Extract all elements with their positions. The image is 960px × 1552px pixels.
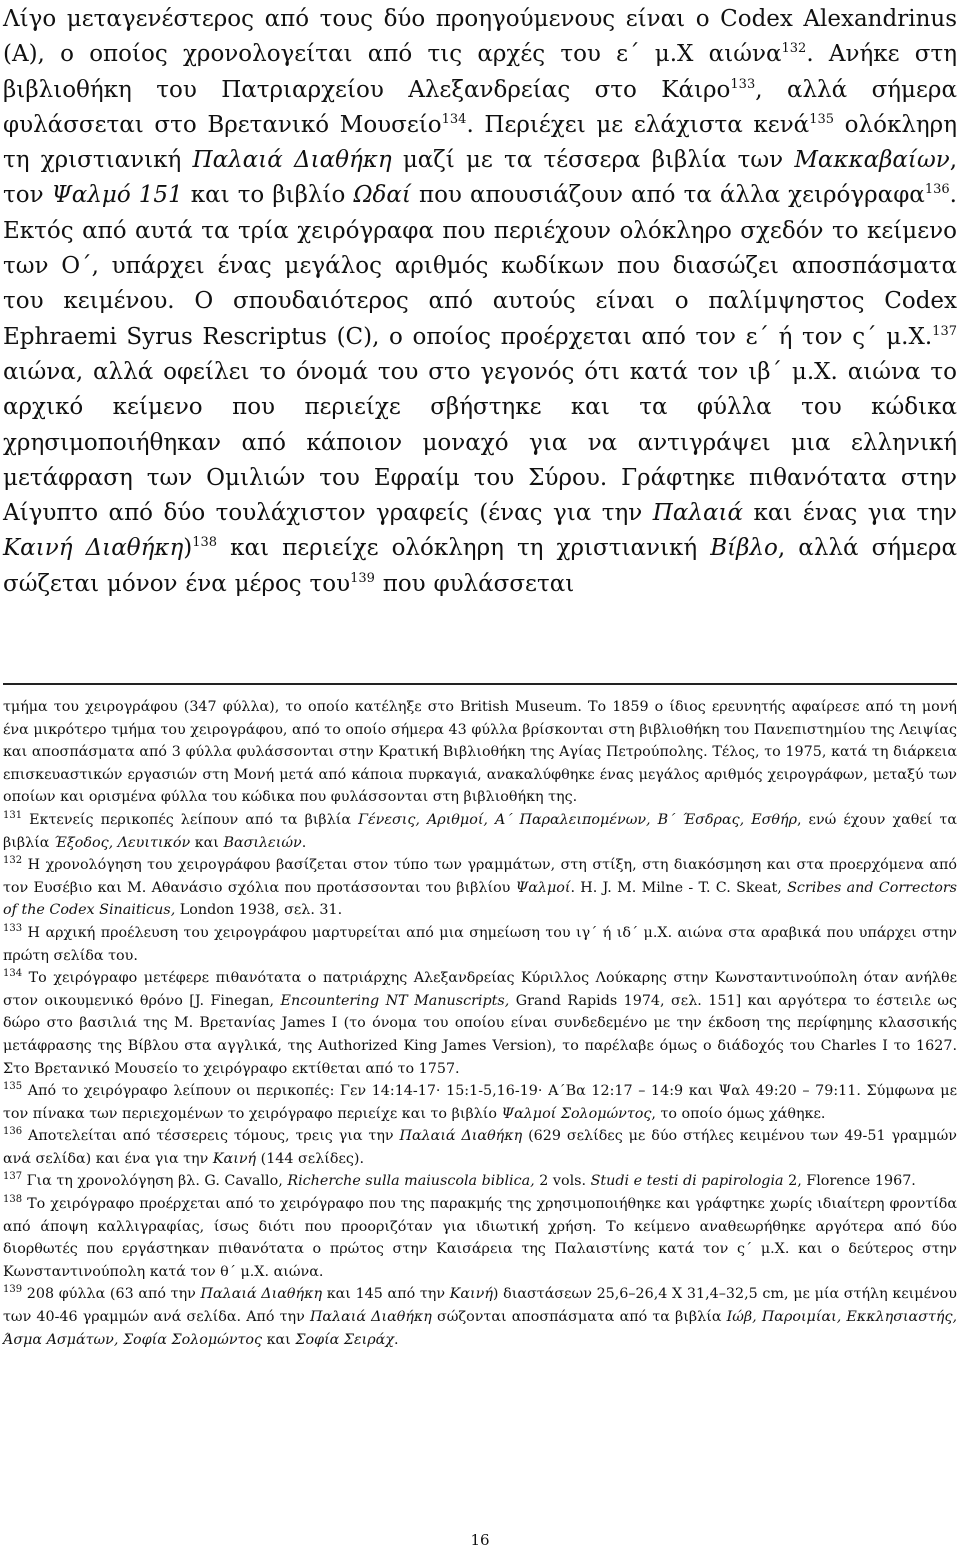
footnote-ref: 137	[932, 323, 957, 339]
footnote-number: 133	[3, 922, 23, 934]
italic-term: Παλαιά Διαθήκη	[192, 147, 392, 174]
italic-term: Ψαλμό 151	[51, 182, 183, 209]
italic-term: Ωδαί	[353, 182, 411, 209]
body-paragraph: Λίγο μεταγενέστερος από τους δύο προηγούμενους είναι ο Codex Alexandrinus (A), ο οποίος χρονολογείται από τις αρχές του ε΄ μ.Χ αιώνα$^{132}$. Ανήκε στη βιβλιοθήκη του Πατριαρχείου Αλεξανδρείας στο Κάιρο$^{133}$, αλλά σήμερα φυλάσσεται στο Βρετανικό Μουσείο$^{134}$. Περιέχει με ελάχιστα κενά$^{135}$ ολόκληρη τη χριστιανική Παλαιά Διαθήκη μαζί με τα τέσσερα βιβλία των Μακκαβαίων, τον Ψαλμό 151 και το βιβλίο Ωδαί που απουσιάζουν από τα άλλα χειρόγραφα$^{136}$. Εκτός από αυτά τα τρία χειρόγραφα που περιέχουν ολόκληρο σχεδόν το κείμενο των Ο΄, υπάρχει ένας μεγάλος αριθμός κωδίκων που διασώζει αποσπάσματα του κειμένου. Ο σπουδαιότερος από αυτούς είναι ο παλίμψηστος Codex Ephraemi Syrus Rescriptus (C), ο οποίος προέρχεται από τον ε΄ ή τον ς΄ μ.Χ.$^{137}$ αιώνα, αλλά οφείλει το όνομά του στο γεγονός ότι κατά τον ιβ΄ μ.Χ. αιώνα το αρχικό κείμενο που περιείχε σβήστηκε και τα φύλλα του κώδικα χρησιμοποιήθηκαν από κάποιον μοναχό για να αντιγράψει μια ελληνική μετάφραση των Ομιλιών του Εφραίμ του Σύρου. Γράφτηκε πιθανότατα στην Αίγυπτο από δύο τουλάχιστον γραφείς (ένας για την Παλαιά και ένας για την Καινή Διαθήκη)$^{138}$ και περιείχε ολόκληρη τη χριστιανική Βίβλο, αλλά σήμερα σώζεται μόνον ένα μέρος του$^{139}$ που φυλάσσεται	[3, 6, 958, 597]
page-number: 16	[470, 1531, 490, 1549]
footnote-136: $^{136}$ Αποτελείται από τέσσερεις τόμους, τρεις για την Παλαιά Διαθήκη (629 σελίδες με δύο στήλες κειμένου των 49-51 γραμμών ανά σελίδα) και ένα για την Καινή (144 σελίδες).	[3, 1126, 957, 1167]
italic-term: Παλαιά	[652, 500, 744, 527]
main-text	[3, 2, 957, 602]
footnote-number: 139	[3, 1284, 23, 1296]
footnote-divider	[3, 683, 957, 685]
footnote-ref: 138	[192, 535, 218, 551]
footnote-number: 134	[3, 968, 23, 980]
footnote-ref: 134	[441, 111, 467, 127]
footnote-139: $^{139}$ 208 φύλλα (63 από την Παλαιά Διαθήκη και 145 από την Καινή) διαστάσεων 25,6–26,4 Χ 31,4–32,5 cm, με μία στήλη κειμένου των 40-46 γραμμών ανά σελίδα. Από την Παλαιά Διαθήκη σώζονται αποσπάσματα από τα βιβλία Ιώβ, Παροιμίαι, Εκκλησιαστής, Άσμα Ασμάτων, Σοφία Σολομώντος και Σοφία Σειράχ.	[3, 1284, 957, 1348]
footnote-number: 138	[3, 1194, 23, 1206]
footnote-number: 136	[3, 1126, 23, 1138]
italic-term: Καινή Διαθήκη	[3, 535, 184, 562]
footnote-133: $^{133}$ Η αρχική προέλευση του χειρογράφου μαρτυρείται από μια σημείωση του ιγ΄ ή ιδ΄ μ.Χ. αιώνα στα αραβικά που υπάρχει στην πρώτη σελίδα του.	[3, 922, 957, 964]
footnote-ref: 139	[350, 570, 375, 586]
footnote-number: 135	[3, 1081, 23, 1093]
footnote-132: $^{132}$ Η χρονολόγηση του χειρογράφου βασίζεται στον τύπο των γραμμάτων, στη στίξη, στη διακόσμηση και στα προερχόμενα από τον Ευσέβιο και Μ. Αθανάσιο σχόλια που προτάσσονται του βιβλίου Ψαλμοί. H. J. M. Milne - T. C. Skeat, Scribes and Correctors of the Codex Sinaiticus, London 1938, σελ. 31.	[3, 855, 957, 919]
footnotes	[3, 696, 957, 1351]
footnote-number: 137	[3, 1171, 23, 1183]
footnote-number: 131	[3, 809, 23, 821]
footnote-continuation: τμήμα του χειρογράφου (347 φύλλα), το οποίο κατέληξε στο British Museum. Το 1859 ο ίδιος ερευνητής αφαίρεσε από τη μονή ένα μικρότερο τμήμα του χειρογράφου, από το οποίο σήμερα 43 φύλλα βρίσκονται στη βιβλιοθήκη του Πανεπιστημίου της Λειψίας και αποσπάσματα από 3 φύλλα φυλάσσονται στην Κρατική Βιβλιοθήκη της Αγίας Πετρούπολης. Τέλος, το 1975, κατά τη διάρκεια επισκευαστικών εργασιών στη Μονή μετά από κάποια πυρκαγιά, ανακαλύφθηκε ένας μεγάλος αριθμός χειρογράφων, μεταξύ των οποίων και ορισμένα φύλλα του κώδικα που φυλάσσονται στη βιβλιοθήκη της.	[3, 699, 957, 806]
footnote-ref: 132	[781, 41, 807, 57]
footnote-134: $^{134}$ Το χειρόγραφο μετέφερε πιθανότατα ο πατριάρχης Αλεξανδρείας Κύριλλος Λούκαρης στην Κωνσταντινούπολη όταν ανήλθε στον οικουμενικό θρόνο [J. Finegan, Encountering NT Manuscripts, Grand Rapids 1974, σελ. 151] και αργότερα το έστειλε ως δώρο στο βασιλιά της Μ. Βρετανίας James I (το όνομα του οποίου είναι συνδεδεμένο με την έκδοση της περίφημης κλασσικής μετάφρασης της Βίβλου στα αγγλικά, της Authorized King James Version), το παρέλαβε όμως ο διάδοχός του Charles I το 1627. Στο Βρετανικό Μουσείο το χειρόγραφο εκτίθεται από το 1757.	[3, 968, 957, 1077]
footnote-ref: 135	[809, 111, 835, 127]
italic-term: Βίβλο	[710, 535, 778, 562]
italic-term: Μακκαβαίων	[794, 147, 950, 174]
footnote-135: $^{135}$ Από το χειρόγραφο λείπουν οι περικοπές: Γεν 14:14-17· 15:1-5,16-19· Α΄Βα 12:17 – 14:9 και Ψαλ 49:20 – 79:11. Σύμφωνα με τον πίνακα των περιεχομένων το χειρόγραφο περιείχε και το βιβλίο Ψαλμοί Σολομώντος, το οποίο όμως χάθηκε.	[3, 1081, 957, 1122]
footnote-131: $^{131}$ Εκτενείς περικοπές λείπουν από τα βιβλία Γένεσις, Αριθμοί, Α΄ Παραλειπομένων, Β΄ Έσδρας, Εσθήρ, ενώ έχουν χαθεί τα βιβλία Έξοδος, Λευιτικόν και Βασιλειών.	[3, 809, 957, 851]
footnote-ref: 133	[730, 76, 756, 92]
footnote-ref: 136	[924, 182, 950, 198]
footnote-137: $^{137}$ Για τη χρονολόγηση βλ. G. Cavallo, Richerche sulla maiuscola biblica, 2 vols. Studi e testi di papirologia 2, Florence 1967.	[3, 1171, 916, 1190]
footnote-138: $^{138}$ Το χειρόγραφο προέρχεται από το χειρόγραφο που της παρακμής της χρησιμοποιήθηκε και γράφτηκε χωρίς ιδιαίτερη φροντίδα από άποψη καλλιγραφίας, ίσως διότι που προοριζόταν για ιδιωτική χρήση. Το κείμενο αναθεωρήθηκε αργότερα από δύο διορθωτές που εργάστηκαν πιθανότατα ο πρώτος στην Καισάρεια της Παλαιστίνης κατά τον ς΄ μ.Χ. και ο δεύτερος στην Κωνσταντινούπολη κατά τον θ΄ μ.Χ. αιώνα.	[3, 1194, 957, 1280]
footnote-number: 132	[3, 855, 23, 867]
